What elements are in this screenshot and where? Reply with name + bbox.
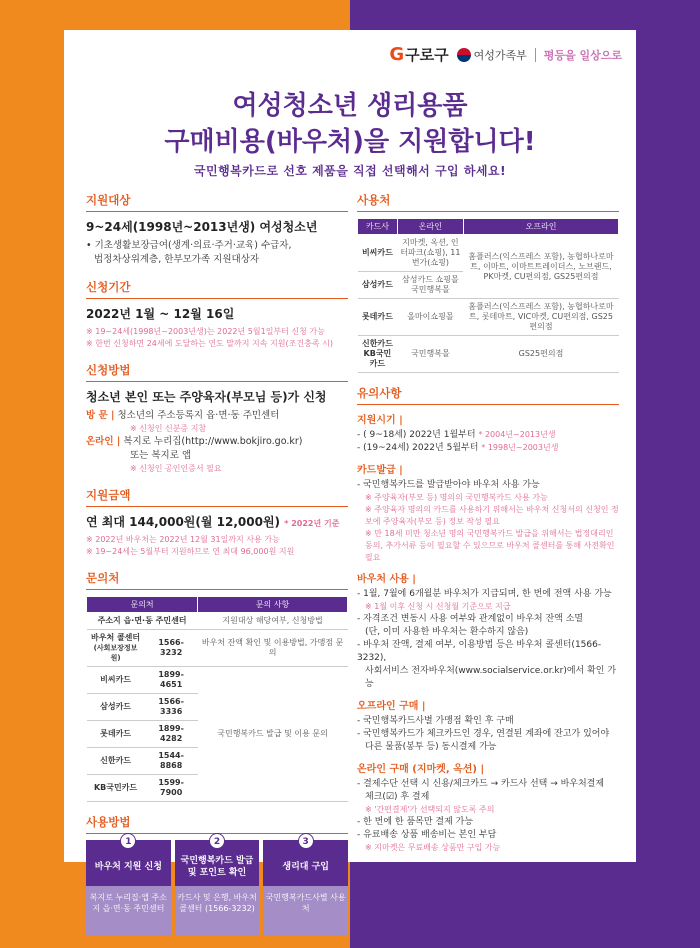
method-online: [86, 435, 348, 449]
where-offline: 홈플러스(익스프레스 포함), 농협하나로마트, 이마트, 이마트트레이더스, 노브랜드, PK마켓, CU편의점, GS25편의점: [463, 235, 618, 299]
amount-main-note: * 2022년 기준: [284, 519, 340, 528]
amount-note-2: ※ 19~24세는 5월부터 지원하므로 연 최대 96,000원 지원: [86, 547, 295, 556]
where-header-row: [358, 219, 619, 235]
method-online-key: 온라인 |: [86, 436, 121, 447]
contact-header-row: [87, 597, 348, 613]
table-row: [358, 299, 619, 336]
caution-use-2b: (단, 이미 사용한 바우처는 환수하지 않음): [365, 627, 529, 637]
contact-card-name: 롯데카드: [87, 721, 145, 748]
caution-online-3: - 유료배송 상품 배송비는 본인 부담: [357, 830, 497, 840]
table-row: [87, 667, 348, 694]
usage-step-head: [86, 837, 171, 886]
method-section: [86, 362, 348, 475]
method-online-note: ※ 신청인 공인인증서 필요: [130, 464, 222, 473]
eligibility-detail-2: 법정차상위계층, 한부모가족 지원대상자: [94, 254, 260, 265]
contact-card-name: 삼성카드: [87, 694, 145, 721]
contact-card-phone: 1544-8868: [145, 748, 198, 775]
caution-title: 유의사항: [357, 385, 619, 405]
contact-card-name: 신한카드: [87, 748, 145, 775]
caution-start-1-note: * 2004년~2013년생: [478, 430, 556, 439]
caution-start-2: [357, 442, 619, 455]
where-header-offline: 오프라인: [463, 219, 618, 235]
caution-online-note-1: ※ '간편결제'가 선택되지 않도록 주의: [365, 805, 495, 814]
caution-start-2-text: - (19~24세) 2022년 5월부터: [357, 443, 479, 453]
contact-center-desc: 지원대상 해당여부, 신청방법: [198, 613, 348, 630]
caution-offline-2: - 국민행복카드가 체크카드인 경우, 연결된 계좌에 잔고가 있어야: [357, 729, 610, 739]
method-visit-note: ※ 신청인 신분증 지참: [130, 424, 207, 433]
table-row: [358, 235, 619, 272]
period-note-1: ※ 19~24세(1998년~2003년생)는 2022년 5월1일부터 신청 가능: [86, 327, 325, 336]
period-title: 신청기간: [86, 279, 348, 299]
method-visit: [86, 409, 348, 423]
caution-section: [357, 385, 619, 854]
usage-step-head: [263, 837, 348, 886]
caution-offline-2b: 다른 물품(봉투 등) 동시결제 가능: [365, 742, 497, 752]
contact-voucher-name: [87, 630, 145, 667]
caution-online-note-2: ※ 지마켓은 무료배송 상품만 구입 가능: [365, 843, 501, 852]
caution-use-2: - 자격조건 변동시 사용 여부와 관계없이 바우처 잔액 소멸: [357, 614, 584, 624]
table-row: [87, 613, 348, 630]
method-online-value: 복지로 누리집(http://www.bokjiro.go.kr): [123, 436, 303, 447]
caution-card-note-2: ※ 주양육자 명의의 카드를 사용하기 위해서는 바우처 신청서의 신청인 정보에 주양육자(부모 등) 정보 작성 필요: [365, 505, 619, 526]
caution-start-title: 지원시기 |: [357, 415, 403, 426]
usage-step-body: 카드사 및 은행, 바우처 콜센터 (1566-3232): [175, 886, 260, 936]
caution-start-2-note: * 1998년~2003년생: [481, 443, 559, 452]
contact-card-phone: 1899-4282: [145, 721, 198, 748]
caution-online-2: - 한 번에 한 품목만 결제 가능: [357, 817, 474, 827]
where-header-online: 온라인: [397, 219, 463, 235]
usage-step-body: 복지로 누리집·앱 주소지 읍·면·동 주민센터: [86, 886, 171, 936]
where-table: [357, 218, 619, 373]
logo-bar: [389, 44, 622, 65]
method-visit-value: 청소년의 주소등록지 읍·면·동 주민센터: [117, 410, 280, 421]
caution-online-1: - 결제수단 선택 시 신용/체크카드 → 카드사 선택 → 바우처결제: [357, 779, 605, 789]
usage-step: [175, 837, 260, 936]
usage-step-number: 2: [209, 833, 225, 849]
usage-step-body: 국민행복카드사별 사용처: [263, 886, 348, 936]
contact-voucher-phone: 1566-3232: [145, 630, 198, 667]
guro-logo: [389, 44, 448, 65]
where-offline: 홈플러스(익스프레스 포함), 농협하나로마트, 롯데마트, VIC마켓, CU편의점, GS25편의점: [463, 299, 618, 336]
caution-use-title: 바우처 사용 |: [357, 574, 416, 585]
usage-step-title: 국민행복카드 발급 및 포인트 확인: [180, 856, 254, 878]
contact-cards-desc: 국민행복카드 발급 및 이용 문의: [198, 667, 348, 802]
slogan-logo: 평등을 일상으로: [543, 48, 622, 62]
usage-step-title: 생리대 구입: [282, 862, 329, 872]
guro-logo-text: 구로구: [405, 46, 449, 64]
caution-card-note-1: ※ 주양육자(부모 등) 명의의 국민행복카드 사용 가능: [365, 493, 548, 502]
usage-step-number: 1: [120, 833, 136, 849]
contact-card-name: 비씨카드: [87, 667, 145, 694]
amount-main: 연 최대 144,000원(월 12,000원): [86, 515, 281, 529]
contact-header-what: 문의 사항: [198, 597, 348, 613]
where-card: 롯데카드: [358, 299, 398, 336]
where-card: 신한카드 KB국민카드: [358, 336, 398, 373]
where-section: [357, 192, 619, 373]
contact-card-phone: 1599-7900: [145, 775, 198, 802]
caution-offline-1: - 국민행복카드사별 가맹점 확인 후 구매: [357, 716, 514, 726]
caution-start-1: [357, 429, 619, 442]
eligibility-detail-1: • 기초생활보장급여(생계·의료·주거·교육) 수급자,: [86, 240, 292, 251]
where-offline: GS25편의점: [463, 336, 618, 373]
period-section: [86, 279, 348, 350]
contact-voucher-title: 바우처 콜센터: [90, 633, 141, 642]
where-title: 사용처: [357, 192, 619, 212]
title-line-2: 구매비용(바우처)을 지원합니다!: [164, 127, 536, 157]
contact-card-name: KB국민카드: [87, 775, 145, 802]
caution-card-1: - 국민행복카드를 발급받아야 바우처 사용 가능: [357, 480, 540, 490]
right-column: [357, 192, 619, 866]
period-main: 2022년 1월 ~ 12월 16일: [86, 307, 235, 321]
method-online-value-2: 또는 복지로 앱: [130, 450, 192, 461]
where-card: 삼성카드: [358, 272, 398, 299]
caution-use-3b: 사회서비스 전자바우처(www.socialservice.or.kr)에서 확인 가능: [365, 666, 617, 689]
where-online: 올마이쇼핑몰: [397, 299, 463, 336]
method-visit-key: 방 문 |: [86, 410, 115, 421]
contact-section: [86, 570, 348, 802]
page-title: [64, 88, 636, 160]
amount-main-line: [86, 513, 348, 530]
table-row: [87, 630, 348, 667]
usage-section: [86, 814, 348, 936]
amount-title: 지원금액: [86, 487, 348, 507]
usage-steps: [86, 837, 348, 936]
taeguk-icon: [457, 48, 471, 62]
contact-center-name: 주소지 읍·면·동 주민센터: [87, 613, 198, 630]
contact-title: 문의처: [86, 570, 348, 590]
eligibility-main: 9~24세(1998년~2013년생) 여성청소년: [86, 220, 318, 234]
where-online: 삼성카드 쇼핑몰 국민행복몰: [397, 272, 463, 299]
caution-card-title: 카드발급 |: [357, 465, 403, 476]
caution-online-1b: 체크(☑) 후 결제: [365, 792, 430, 802]
where-online: 지마켓, 옥션, 인터파크(쇼핑), 11번가(쇼핑): [397, 235, 463, 272]
poster: [64, 30, 636, 913]
caution-start-1-text: - ( 9~18세) 2022년 1월부터: [357, 430, 476, 440]
contact-card-phone: 1566-3336: [145, 694, 198, 721]
usage-step: [263, 837, 348, 936]
amount-section: [86, 487, 348, 558]
method-main: 청소년 본인 또는 주양육자(부모님 등)가 신청: [86, 390, 327, 404]
ministry-logo-text: 여성가족부: [473, 48, 527, 62]
contact-header-where: 문의처: [87, 597, 198, 613]
ministry-logo: [457, 47, 527, 63]
caution-use-note-1: ※ 1월 이후 신청 시 신청월 기준으로 지급: [365, 602, 511, 611]
table-row: [358, 336, 619, 373]
where-header-card: 카드사: [358, 219, 398, 235]
guro-logo-mark: G: [389, 44, 404, 65]
period-note-2: ※ 한번 신청하면 24세에 도달하는 연도 말까지 지속 지원(조건충족 시): [86, 339, 333, 348]
contact-card-phone: 1899-4651: [145, 667, 198, 694]
method-title: 신청방법: [86, 362, 348, 382]
caution-online-title: 온라인 구매 (지마켓, 옥션) |: [357, 764, 485, 775]
caution-use-3: - 바우처 잔액, 결제 여부, 이용방법 등은 바우처 콜센터(1566-3232),: [357, 640, 602, 663]
contact-voucher-desc: 바우처 잔액 확인 및 이용방법, 가맹점 문의: [198, 630, 348, 667]
left-column: [86, 192, 348, 948]
where-card: 비씨카드: [358, 235, 398, 272]
usage-step-title: 바우처 지원 신청: [94, 862, 162, 872]
eligibility-title: 지원대상: [86, 192, 348, 212]
contact-table: [86, 596, 348, 802]
contact-voucher-sub: (사회보장정보원): [93, 644, 138, 662]
caution-use-1: - 1월, 7월에 6개월분 바우처가 지급되며, 한 번에 전액 사용 가능: [357, 589, 612, 599]
caution-card-note-3: ※ 만 18세 미만 청소년 명의 국민행복카드 발급을 위해서는 법정대리인 동의, 추가서류 등이 필요할 수 있으므로 바우처 콜센터를 통해 사전확인 필요: [365, 529, 615, 562]
usage-title: 사용방법: [86, 814, 348, 834]
page-subtitle: 국민행복카드로 선호 제품을 직접 선택해서 구입 하세요!: [193, 164, 507, 178]
caution-offline-title: 오프라인 구매 |: [357, 701, 426, 712]
usage-step-head: [175, 837, 260, 886]
eligibility-section: [86, 192, 348, 267]
title-line-1: 여성청소년 생리용품: [232, 91, 468, 121]
usage-step-number: 3: [298, 833, 314, 849]
amount-note-1: ※ 2022년 바우처는 2022년 12월 31일까지 사용 가능: [86, 535, 280, 544]
where-online: 국민행복몰: [397, 336, 463, 373]
logo-divider: [535, 48, 536, 62]
usage-step: [86, 837, 171, 936]
